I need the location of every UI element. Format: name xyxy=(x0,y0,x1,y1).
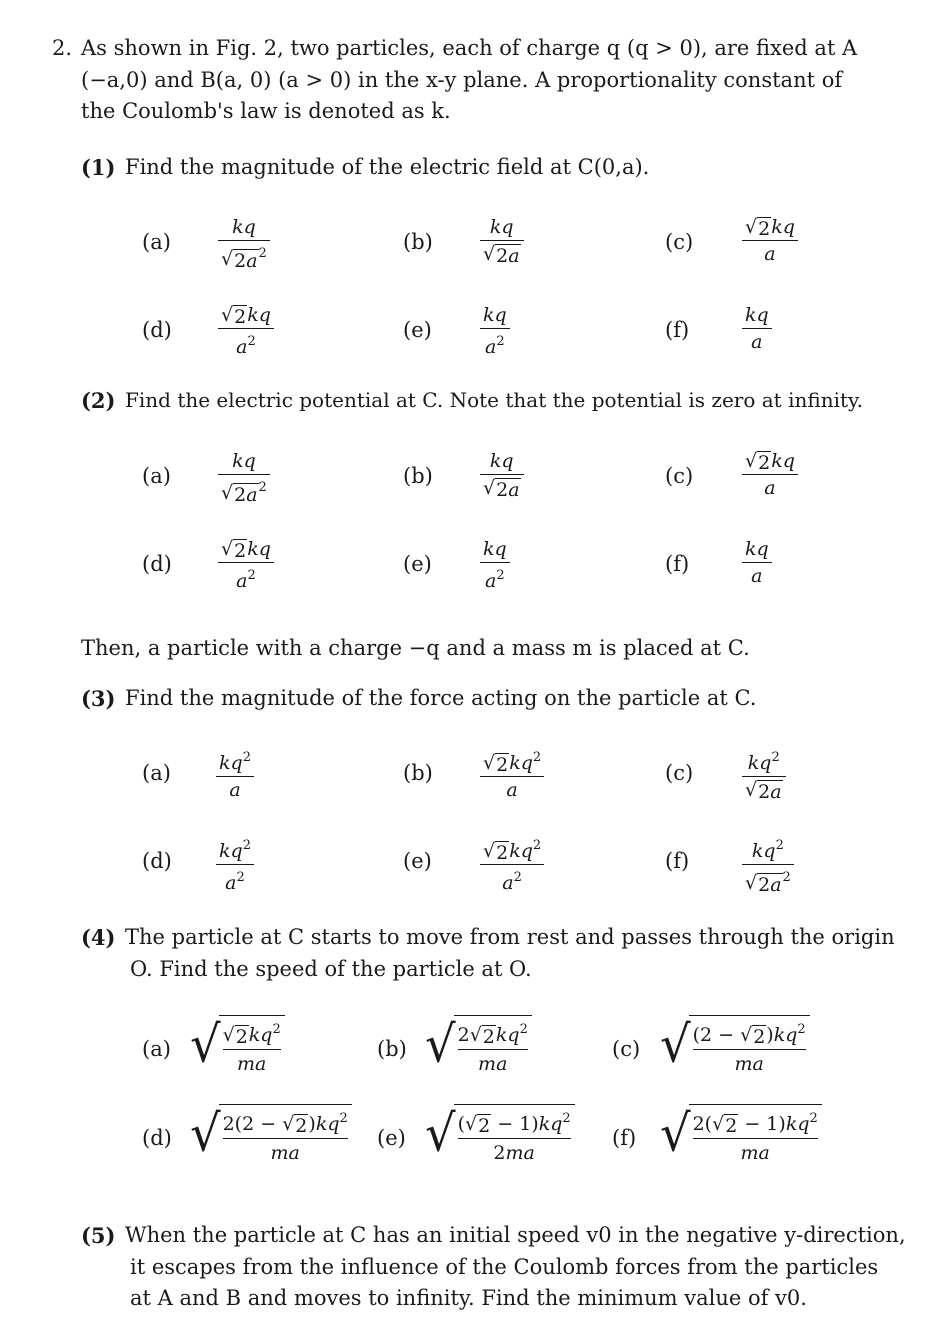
q3-option-a-label: (a) xyxy=(142,761,171,785)
q3-option-c-label: (c) xyxy=(665,761,694,785)
q4-option-a-expression: √ √ 2 $kq^2$ ma xyxy=(190,1015,285,1078)
q5-line-2: it escapes from the influence of the Coulomb forces from the particles xyxy=(130,1255,879,1279)
q2-label: (2) xyxy=(81,388,116,413)
q1-option-a-expression: kq √ 2a $^2$ xyxy=(218,214,270,272)
q1-option-b-expression: kq √ 2a xyxy=(480,214,524,267)
q2-option-b-label: (b) xyxy=(403,464,433,488)
q4-option-f-expression: √ 2( √ 2 − $1)kq^2$ ma xyxy=(660,1104,822,1167)
q1-option-e-label: (e) xyxy=(403,318,432,342)
q1-option-e-expression: kq $a^2$ xyxy=(480,302,510,360)
q3-option-e-expression: √ 2 $kq^2$ $a^2$ xyxy=(480,833,544,896)
q5-label: (5) xyxy=(81,1223,116,1248)
q1-option-f-label: (f) xyxy=(665,318,690,342)
q1-label: (1) xyxy=(81,155,116,180)
q4-option-d-expression: √ 2(2 − √ 2 )$kq^2$ ma xyxy=(190,1104,352,1167)
q1-option-d-expression: √ 2 kq $a^2$ xyxy=(218,302,274,360)
intro-line-3: the Coulomb's law is denoted as k. xyxy=(81,99,451,123)
q4-option-a-label: (a) xyxy=(142,1037,171,1061)
q2-option-a-expression: kq √ 2a $^2$ xyxy=(218,448,270,506)
intro-line-1: As shown in Fig. 2, two particles, each of charge q (q > 0), are fixed at A xyxy=(81,36,858,60)
q2-option-d-label: (d) xyxy=(142,552,172,576)
q5-line-3: at A and B and moves to infinity. Find the minimum value of v0. xyxy=(130,1286,807,1310)
q1-option-c-label: (c) xyxy=(665,230,694,254)
q3-label: (3) xyxy=(81,686,116,711)
q2-option-c-expression: √ 2 kq a xyxy=(742,448,798,501)
q4-option-c-label: (c) xyxy=(612,1037,641,1061)
q2-option-e-expression: kq $a^2$ xyxy=(480,536,510,594)
q1-text: Find the magnitude of the electric field at C(0,a). xyxy=(125,155,650,179)
q3-option-f-label: (f) xyxy=(665,849,690,873)
q4-option-e-expression: √ ( √ 2 − $1)kq^2$ 2ma xyxy=(425,1104,575,1167)
q3-option-c-expression: $kq^2$ √ 2a xyxy=(742,745,786,803)
q3-option-b-label: (b) xyxy=(403,761,433,785)
q3-option-e-label: (e) xyxy=(403,849,432,873)
bridge-sentence: Then, a particle with a charge −q and a mass m is placed at C. xyxy=(81,636,750,660)
q4-option-f-label: (f) xyxy=(612,1126,637,1150)
q1-option-a-label: (a) xyxy=(142,230,171,254)
q1-option-f-expression: kq a xyxy=(742,302,772,355)
q2-option-c-label: (c) xyxy=(665,464,694,488)
q4-option-e-label: (e) xyxy=(377,1126,406,1150)
q4-option-c-expression: √ (2 − √ 2 )$kq^2$ ma xyxy=(660,1015,810,1078)
q3-option-a-expression: $kq^2$ a xyxy=(216,745,254,803)
q4-label: (4) xyxy=(81,925,116,950)
q1-option-b-label: (b) xyxy=(403,230,433,254)
q2-option-d-expression: √ 2 kq $a^2$ xyxy=(218,536,274,594)
problem-number: 2. xyxy=(52,36,73,60)
q2-option-f-label: (f) xyxy=(665,552,690,576)
q2-option-a-label: (a) xyxy=(142,464,171,488)
q3-option-d-label: (d) xyxy=(142,849,172,873)
q2-option-f-expression: kq a xyxy=(742,536,772,589)
intro-line-2: (−a,0) and B(a, 0) (a > 0) in the x-y plane. A proportionality constant of xyxy=(81,68,843,92)
q5-line-1: When the particle at C has an initial speed v0 in the negative y-direction, xyxy=(125,1223,906,1247)
q3-text: Find the magnitude of the force acting on the particle at C. xyxy=(125,686,757,710)
q3-option-f-expression: $kq^2$ √ 2a $^2$ xyxy=(742,833,794,896)
q3-option-b-expression: √ 2 $kq^2$ a xyxy=(480,745,544,803)
q4-option-b-expression: √ 2 √ 2 $kq^2$ ma xyxy=(425,1015,532,1078)
q1-option-d-label: (d) xyxy=(142,318,172,342)
q3-option-d-expression: $kq^2$ $a^2$ xyxy=(216,833,254,896)
q4-option-b-label: (b) xyxy=(377,1037,407,1061)
q4-line-1: The particle at C starts to move from rest and passes through the origin xyxy=(125,925,895,949)
q4-option-d-label: (d) xyxy=(142,1126,172,1150)
q2-option-e-label: (e) xyxy=(403,552,432,576)
q4-line-2: O. Find the speed of the particle at O. xyxy=(130,957,532,981)
q2-option-b-expression: kq √ 2a xyxy=(480,448,524,501)
q1-option-c-expression: √ 2 kq a xyxy=(742,214,798,267)
q2-text: Find the electric potential at C. Note that the potential is zero at infinity. xyxy=(125,388,864,412)
